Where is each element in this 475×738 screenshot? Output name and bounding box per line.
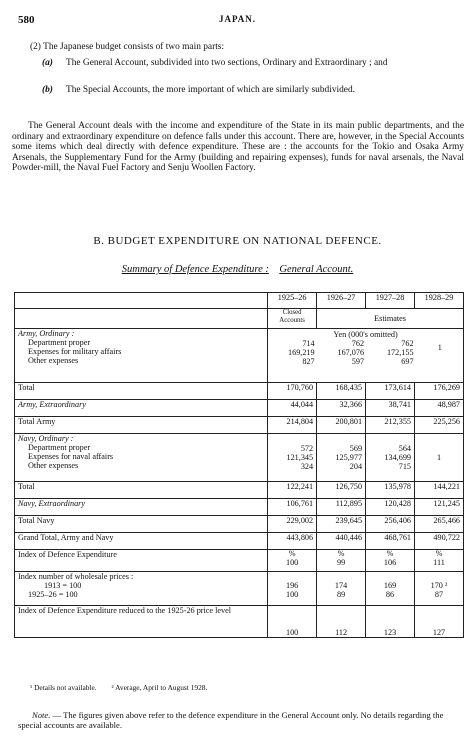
row-label: 1913 = 100 xyxy=(44,581,82,590)
row-label: Department proper xyxy=(28,443,91,452)
row-label: Index of Defence Expenditure reduced to the 1925-26 price level xyxy=(15,606,268,638)
cell-value: 1 xyxy=(415,434,464,482)
row-label: Total xyxy=(15,383,268,400)
general-account-paragraph: The General Account deals with the income and expenditure of the State in its main public departments, and the ordinary and extraordinary expenditure on defence falls under this account. There are, however, in the Special Accounts some items which deal directly with defence expenditure. These are : the accounts for the Tokio and Osaka Army Arsenals, the Supplementary Fund for the Army (building and repairing expenses), funds for naval arsenals, the Naval Powder-mill, the Naval Fuel Factory and Senju Woollen Factory. xyxy=(12,121,464,173)
section-heading: B. BUDGET EXPENDITURE ON NATIONAL DEFENCE. xyxy=(93,235,382,247)
table-row-grand-total xyxy=(15,533,464,550)
table-row-navy-total xyxy=(15,482,464,499)
table-row-navy-ordinary xyxy=(15,434,464,482)
cell-value: 265,466 xyxy=(415,516,464,533)
row-label: Total xyxy=(15,482,268,499)
cell-value: 239,645 xyxy=(317,516,366,533)
table-row-index xyxy=(15,550,464,572)
cell-value: 256,406 xyxy=(366,516,415,533)
col-header: 1927–28 xyxy=(366,293,415,309)
row-label: Army, Extraordinary xyxy=(15,400,268,417)
row-label: Grand Total, Army and Navy xyxy=(15,533,268,550)
table-subheading xyxy=(0,264,475,275)
cell-value: 32,366 xyxy=(317,400,366,417)
cell-value: % 99 xyxy=(317,550,366,572)
budget-intro: (2) The Japanese budget consists of two main parts: xyxy=(30,42,225,52)
cell-value: 112 xyxy=(317,606,366,638)
cell-value: % 111 xyxy=(415,550,464,572)
list-item-a xyxy=(42,58,462,80)
row-label: Other expenses xyxy=(28,356,79,365)
cell-value: 123 xyxy=(366,606,415,638)
row-label: Total Army xyxy=(15,417,268,434)
cell-value: 44,044 xyxy=(268,400,317,417)
table-row-reduced-index xyxy=(15,606,464,638)
cell-value: 120,428 xyxy=(366,499,415,516)
cell-value: 225,256 xyxy=(415,417,464,434)
cell-value: 564 134,699 715 xyxy=(366,434,415,482)
row-label: Navy, Extraordinary xyxy=(15,499,268,516)
cell-value: % 100 xyxy=(268,550,317,572)
cell-value: % 106 xyxy=(366,550,415,572)
cell-value: 135,978 xyxy=(366,482,415,499)
col-header: 1926–27 xyxy=(317,293,366,309)
note-label: Note. xyxy=(32,710,51,720)
row-label: Expenses for military affairs xyxy=(28,347,122,356)
list-item-b xyxy=(42,85,462,107)
subheading-left: Summary of Defence Expenditure : xyxy=(121,264,269,275)
table-header-row xyxy=(15,293,464,309)
table-row-army-ordinary xyxy=(15,329,464,383)
cell-value: 440,446 xyxy=(317,533,366,550)
table-row-total-navy xyxy=(15,516,464,533)
cell-value: 196 100 xyxy=(268,572,317,606)
cell-value: 169 86 xyxy=(366,572,415,606)
footnotes xyxy=(30,683,207,692)
cell-value: 229,002 xyxy=(268,516,317,533)
list-text-b: The Special Accounts, the more important of which are similarly subdivided. xyxy=(66,85,355,95)
cell-value: 173,614 xyxy=(366,383,415,400)
footnote-2: ² Average, April to August 1928. xyxy=(111,683,208,692)
row-label: Department proper xyxy=(28,338,91,347)
cell-value: 762 172,155 697 xyxy=(386,339,414,366)
cell-value: 122,241 xyxy=(268,482,317,499)
footnote-1: ¹ Details not available. xyxy=(30,683,97,692)
row-label: Total Navy xyxy=(15,516,268,533)
cell-value: 569 125,977 204 xyxy=(317,434,366,482)
table-row-navy-extraordinary xyxy=(15,499,464,516)
cell-value: 443,806 xyxy=(268,533,317,550)
yen-units-note: Yen (000's omitted) xyxy=(333,330,398,339)
note-paragraph xyxy=(18,710,458,730)
cell-value: 214,804 xyxy=(268,417,317,434)
cell-value: 714 169,219 827 xyxy=(288,339,315,366)
row-label: Expenses for naval affairs xyxy=(28,452,114,461)
list-label-b: (b) xyxy=(42,85,53,95)
estimates-label: Estimates xyxy=(317,309,464,329)
cell-value: 174 89 xyxy=(317,572,366,606)
cell-value: 572 121,345 324 xyxy=(268,434,317,482)
cell-value: 127 xyxy=(415,606,464,638)
row-label: Index number of wholesale prices : xyxy=(18,572,134,581)
table-row-total-army xyxy=(15,417,464,434)
cell-value: 126,750 xyxy=(317,482,366,499)
row-label: Other expenses xyxy=(28,461,79,470)
cell-value: 762 167,076 597 xyxy=(337,339,365,366)
subheading-right: General Account. xyxy=(279,264,354,275)
list-text-a: The General Account, subdivided into two sections, Ordinary and Extraordinary ; and xyxy=(66,58,388,68)
page-number: 580 xyxy=(18,14,35,26)
row-label: Index of Defence Expenditure xyxy=(15,550,268,572)
cell-value: 200,801 xyxy=(317,417,366,434)
table-subheader-row xyxy=(15,309,464,329)
page-header xyxy=(18,14,457,28)
table-row-army-total xyxy=(15,383,464,400)
cell-value: 170 ² 87 xyxy=(415,572,464,606)
closed-accounts-label: Closed Accounts xyxy=(268,309,317,329)
cell-value: 100 xyxy=(268,606,317,638)
note-text: — The figures given above refer to the defence expenditure in the General Account only. No details regarding the special accounts are available. xyxy=(18,710,444,730)
col-header: 1928–29 xyxy=(415,293,464,309)
defence-expenditure-table xyxy=(14,292,464,638)
cell-value: 490,722 xyxy=(415,533,464,550)
row-label: 1925–26 = 100 xyxy=(28,590,78,599)
table-row-wholesale-prices xyxy=(15,572,464,606)
list-label-a: (a) xyxy=(42,58,53,68)
running-title: JAPAN. xyxy=(218,14,257,24)
cell-value: 1 xyxy=(437,343,442,352)
cell-value: 212,355 xyxy=(366,417,415,434)
cell-value: 48,987 xyxy=(415,400,464,417)
cell-value: 168,435 xyxy=(317,383,366,400)
cell-value: 38,741 xyxy=(366,400,415,417)
cell-value: 176,269 xyxy=(415,383,464,400)
table-row-army-extraordinary xyxy=(15,400,464,417)
cell-value: 112,895 xyxy=(317,499,366,516)
cell-value: 468,761 xyxy=(366,533,415,550)
navy-ordinary-head: Navy, Ordinary : xyxy=(18,434,74,443)
cell-value: 121,245 xyxy=(415,499,464,516)
cell-value: 170,760 xyxy=(268,383,317,400)
col-header: 1925–26 xyxy=(268,293,317,309)
cell-value: 144,221 xyxy=(415,482,464,499)
army-ordinary-head: Army, Ordinary : xyxy=(18,329,75,338)
cell-value: 106,761 xyxy=(268,499,317,516)
